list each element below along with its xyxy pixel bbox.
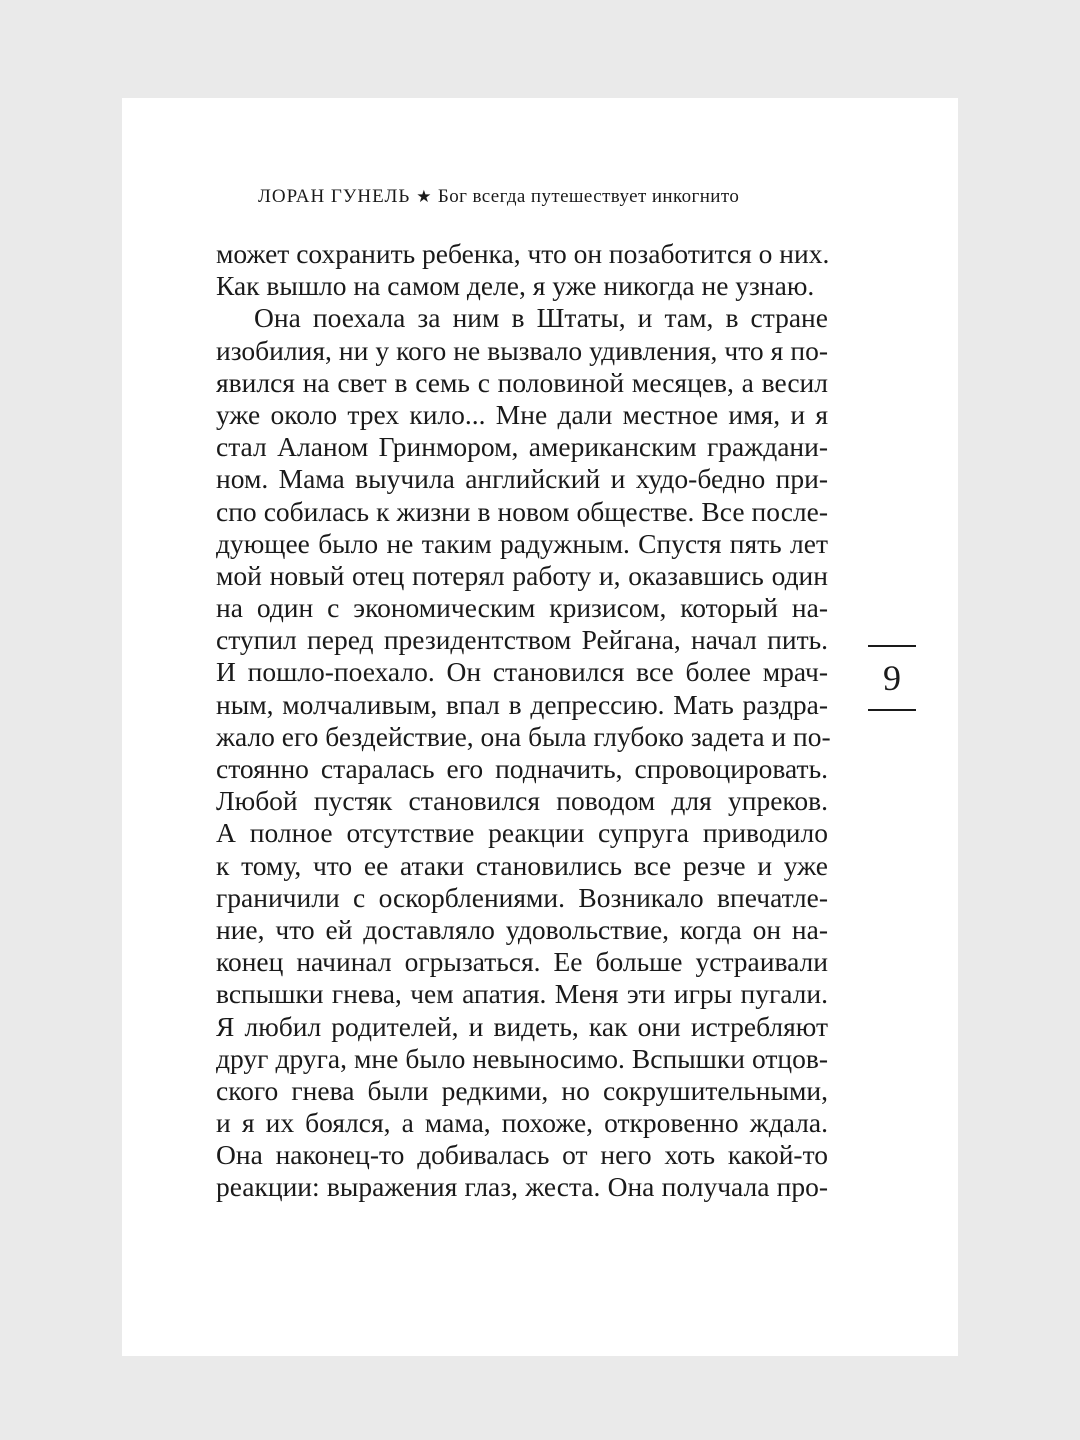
text-line: может сохранить ребенка, что он позаботится о них. <box>216 238 830 269</box>
text-line: Как вышло на самом деле, я уже никогда не узнаю. <box>216 270 815 302</box>
text-line: ского гнева были редкими, но сокрушительными, <box>216 1074 828 1106</box>
text-line: Любой пустяк становился поводом для упреков. <box>216 785 828 817</box>
text-line: стоянно старалась его подначить, спровоцировать. <box>216 753 828 784</box>
text-line: Она поехала за ним в Штаты, и там, в стране <box>254 302 828 334</box>
page-number-box <box>868 645 916 711</box>
star-separator-icon: ★ <box>416 187 432 206</box>
text-line: мой новый отец потерял работу и, оказавшись один <box>216 559 828 591</box>
text-line: явился на свет в семь с половиной месяцев, а весил <box>216 366 828 398</box>
text-line: Я любил родителей, и видеть, как они истребляют <box>216 1010 828 1042</box>
text-line: И пошло-поехало. Он становился все более мрач- <box>216 656 828 688</box>
text-line: конец начинал огрызаться. Ее больше устраивали <box>216 946 828 978</box>
page-number: 9 <box>883 658 901 698</box>
text-line: ние, что ей доставляло удовольствие, когда он на- <box>216 913 828 945</box>
text-line: дующее было не таким радужным. Спустя пять лет <box>216 527 828 559</box>
text-line: ступил перед президентством Рейгана, начал пить. <box>216 624 828 656</box>
text-line: стал Аланом Гринмором, американским граждани- <box>216 431 828 463</box>
text-line: изобилия, ни у кого не вызвало удивления, что я по- <box>216 334 828 366</box>
text-line: спо собилась к жизни в новом обществе. Все после- <box>216 495 828 527</box>
text-line: к тому, что ее атаки становились все резче и уже <box>216 849 828 881</box>
text-line: на один с экономическим кризисом, который на- <box>216 592 828 624</box>
text-line: жало его бездействие, она была глубоко задета и по- <box>216 720 831 752</box>
text-line: Она наконец-то добивалась от него хоть какой-то <box>216 1139 828 1171</box>
running-head-author: ЛОРАН ГУНЕЛЬ <box>258 186 411 207</box>
text-line: и я их боялся, а мама, похоже, откровенно ждала. <box>216 1107 828 1139</box>
text-line: вспышки гнева, чем апатия. Меня эти игры пугали. <box>216 978 828 1010</box>
text-line: уже около трех кило... Мне дали местное имя, и я <box>216 398 828 430</box>
body-text <box>216 238 831 1204</box>
page-number-bottom-rule <box>868 709 916 711</box>
text-line: граничили с оскорблениями. Возникало впечатле- <box>216 881 828 913</box>
running-head <box>258 186 798 208</box>
running-head-title: Бог всегда путешествует инкогнито <box>437 186 740 207</box>
text-line: друг друга, мне было невыносимо. Вспышки отцов- <box>216 1042 828 1074</box>
text-line: реакции: выражения глаз, жеста. Она получала про- <box>216 1171 828 1203</box>
text-line: ным, молчаливым, впал в депрессию. Мать раздра- <box>216 688 828 720</box>
text-line: А полное отсутствие реакции супруга приводило <box>216 817 828 849</box>
text-line: ном. Мама выучила английский и худо-бедно при- <box>216 463 828 495</box>
